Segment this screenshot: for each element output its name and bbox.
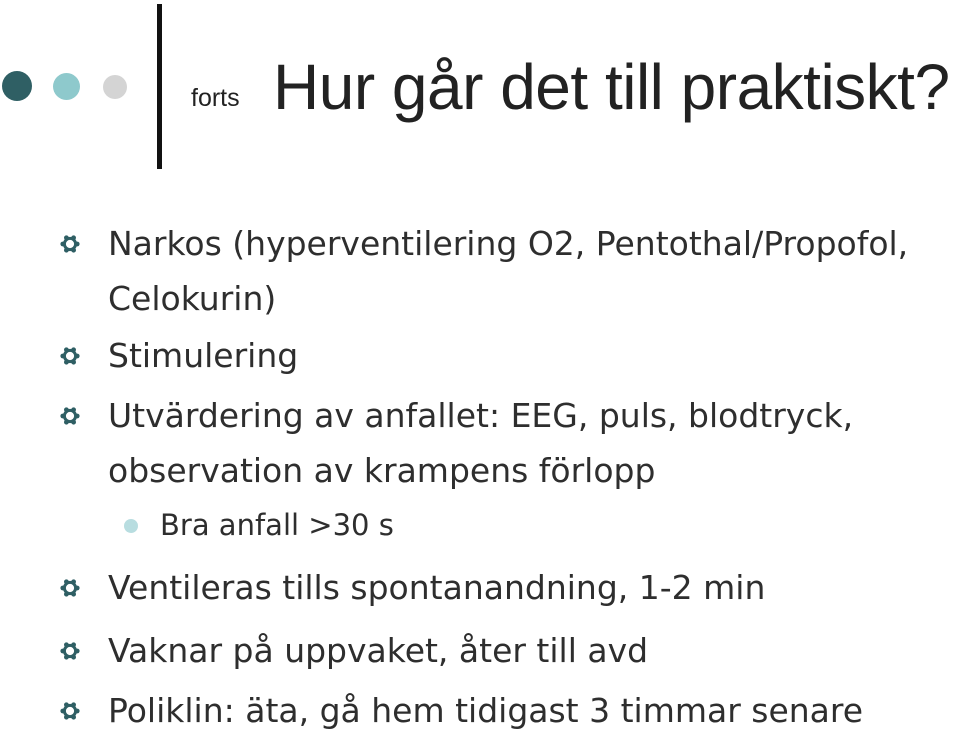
gear-bullet-icon xyxy=(60,641,80,661)
bullet-text: Utvärdering av anfallet: EEG, puls, blodtryck, xyxy=(108,396,854,435)
bullet-text: Ventileras tills spontanandning, 1-2 min xyxy=(108,568,766,607)
bullet-item xyxy=(108,388,853,498)
gear-bullet-icon xyxy=(60,701,80,721)
bullet-text: Poliklin: äta, gå hem tidigast 3 timmar senare xyxy=(108,691,864,730)
gear-bullet-icon xyxy=(60,406,80,426)
slide-title: Hur går det till praktiskt? xyxy=(273,51,950,123)
gear-bullet-icon xyxy=(60,346,80,366)
bullet-text-continued: Celokurin) xyxy=(108,279,277,318)
gear-bullet-icon xyxy=(60,234,80,254)
bullet-item xyxy=(108,216,908,326)
bullet-item xyxy=(108,560,765,615)
bullet-item xyxy=(108,683,863,738)
decor-dot-light xyxy=(103,75,127,99)
bullet-text: Vaknar på uppvaket, åter till avd xyxy=(108,631,649,670)
bullet-text: Narkos (hyperventilering O2, Pentothal/Propofol, xyxy=(108,224,909,263)
gear-bullet-icon xyxy=(60,578,80,598)
sub-bullet-item xyxy=(160,508,394,542)
title-prefix: forts xyxy=(191,84,240,112)
decor-dot-mid xyxy=(53,73,80,100)
circle-bullet-icon xyxy=(124,519,138,533)
decor-dot-dark xyxy=(2,71,32,101)
bullet-text: Stimulering xyxy=(108,336,299,375)
title-divider xyxy=(157,4,162,169)
sub-bullet-text: Bra anfall >30 s xyxy=(160,508,394,542)
bullet-item xyxy=(108,328,298,383)
bullet-item xyxy=(108,623,648,678)
bullet-text-continued: observation av krampens förlopp xyxy=(108,451,656,490)
